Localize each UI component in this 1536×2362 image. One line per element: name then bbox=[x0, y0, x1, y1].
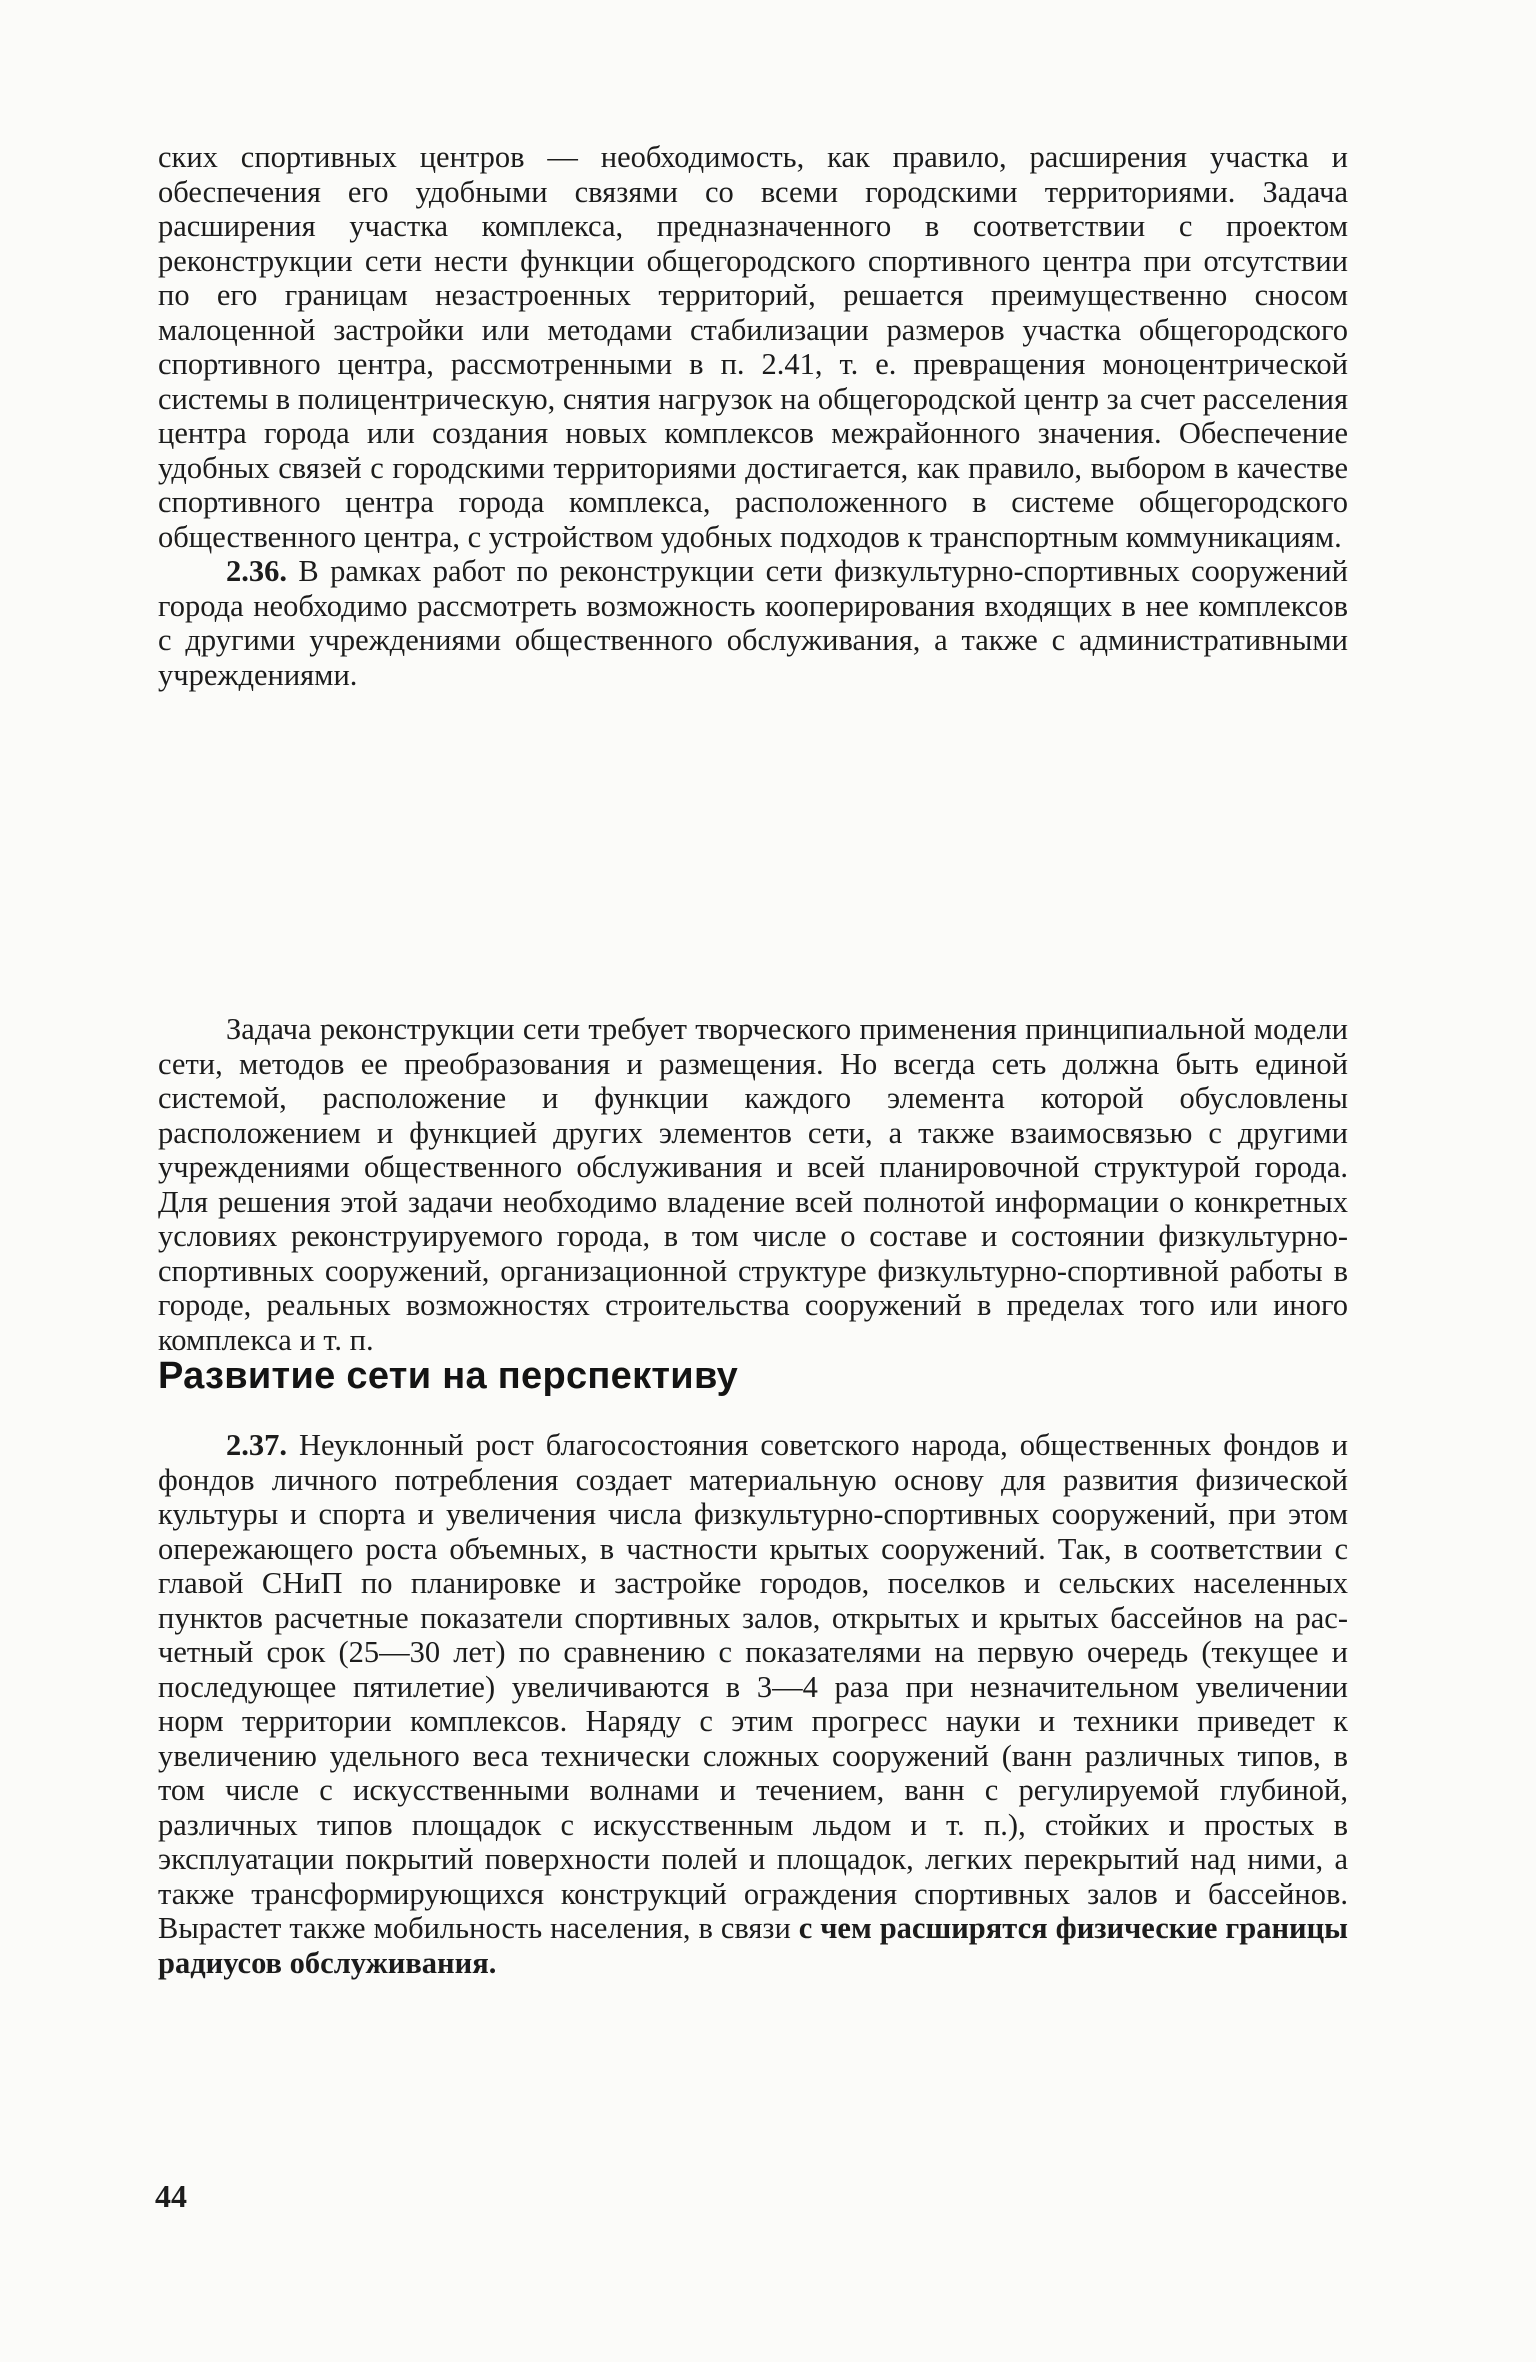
paragraph-task: Задача реконструкции сети требует творческого применения принципиальной модели сети, методов ее преобразования и размещения. Но всегда сеть должна быть единой системой, расположение и функции каждого элемента которой обусловлены расположением и функцией других элементов сети, а также взаимосвязью с другими учреждениями общественного обслуживания и всей планировочной структурой города. Для решения этой задачи необходимо владение всей полнотой информации о конкретных условиях реконструируемого города, в том числе о составе и состоянии физкультурно-спортивных сооружений, организационной структуре физкультурно-спортивной работы в городе, реальных возможностях строительства сооружений в пределах того или иного комплекса и т. п. bbox=[158, 1012, 1348, 1357]
paragraph-text: Неуклонный рост благосостояния советского народа, общественных фондов и фондов личного потребления создает материальную основу для развития физической культуры и спорта и увеличения числа физкультурно-спортивных сооружений, при этом опережающего роста объемных, в частности крытых сооружений. Так, в соответствии с главой СНиП по планировке и застройке городов, поселков и сельских населенных пунктов расчетные показатели спортивных залов, открытых и крытых бассейнов на расчетный срок (25—30 лет) по сравнению с показателями на первую очередь (текущее и последующее пятилетие) увеличиваются в 3—4 раза при незначительном увеличении норм территории комплексов. Наряду с этим прогресс науки и техники приведет к увеличению удельного веса технически сложных сооружений (ванн различных типов, в том числе с искусственными волнами и течением, ванн с регулируемой глубиной, различных типов площадок с искусственным льдом и т. п.), стойких и простых в эксплуатации покрытий поверхности полей и площадок, легких перекрытий над ними, а также трансформирующихся конструкций ограждения спортивных залов и бассейнов. Вырастет также мобильность населения, в связи bbox=[158, 1428, 1348, 1945]
paragraph-text: В рамках работ по реконструкции сети физкультурно-спортивных сооружений города необходимо рассмотреть возможность кооперирования входящих в нее комплексов с другими учреждениями общественного обслуживания, а также с административными учреждениями. bbox=[158, 554, 1348, 692]
paragraph-text-tail: с чем расширятся физические границы радиусов обслуживания. bbox=[158, 1911, 1348, 1980]
section-heading: Развитие сети на перспективу bbox=[158, 1355, 739, 1397]
text-block-upper bbox=[158, 140, 1348, 692]
paragraph-2-37 bbox=[158, 1428, 1348, 1980]
text-block-middle bbox=[158, 1012, 1348, 1357]
paragraph-number: 2.37. bbox=[226, 1428, 287, 1462]
text-block-lower bbox=[158, 1428, 1348, 1980]
page-number: 44 bbox=[155, 2178, 187, 2214]
paragraph-2-36 bbox=[158, 554, 1348, 692]
paragraph-number: 2.36. bbox=[226, 554, 287, 588]
paragraph-continuation: ских спортивных центров — необходимость, как правило, расширения участка и обеспечения его удобными связями со всеми городскими территориями. Задача расширения участка комплекса, предназначенного в соответствии с проектом реконструкции сети нести функции общегородского спортивного центра при отсутствии по его границам незастроенных территорий, решается преимущественно сносом малоценной застройки или методами стабилизации размеров участка общегородского спортивного центра, рассмотренными в п. 2.41, т. е. превращения моноцентрической системы в полицентрическую, снятия нагрузок на общегородской центр за счет расселения центра города или создания новых комплексов межрайонного значения. Обеспечение удобных связей с городскими территориями достигается, как правило, выбором в качестве спортивного центра города комплекса, расположенного в системе общегородского общественного центра, с устройством удобных подходов к транспортным коммуникациям. bbox=[158, 140, 1348, 554]
